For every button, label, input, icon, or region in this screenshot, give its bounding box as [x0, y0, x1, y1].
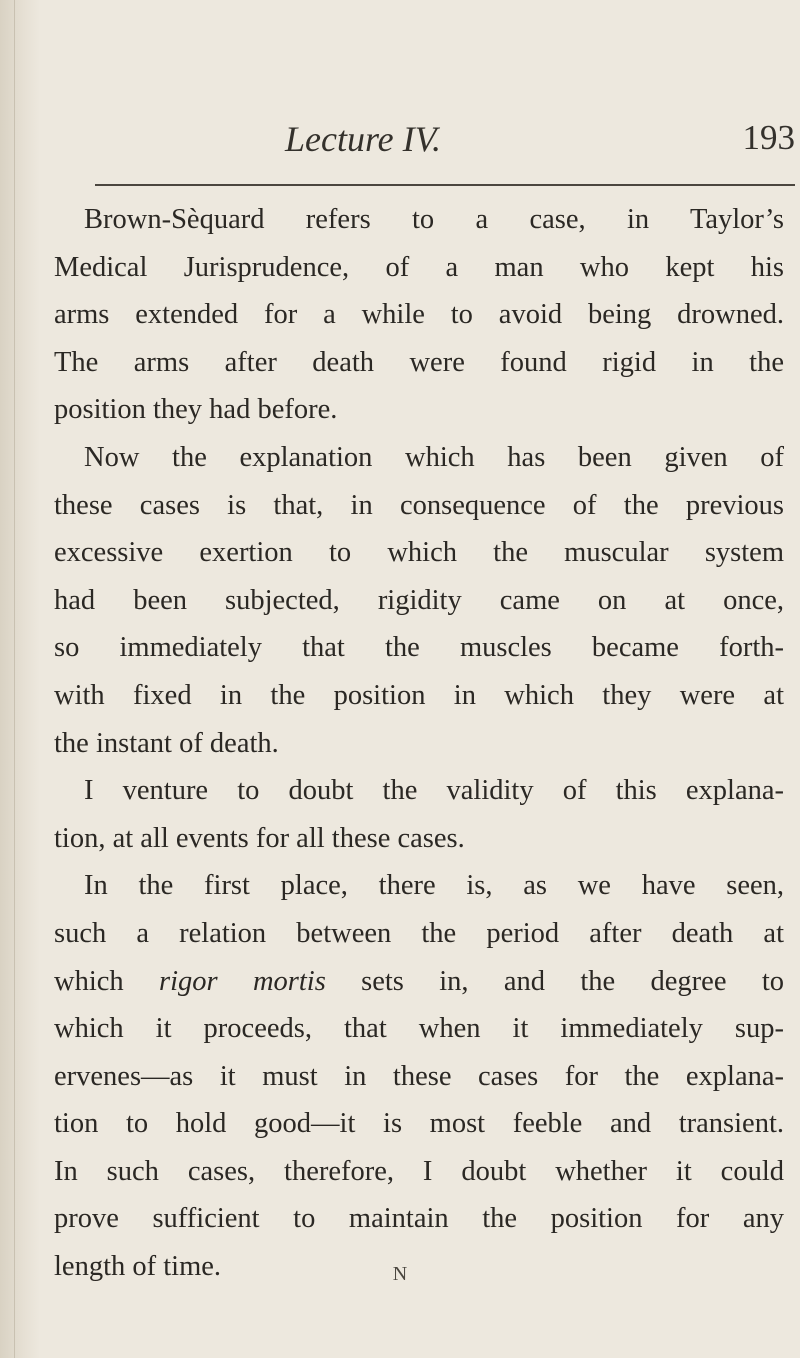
text-line: length of time. [54, 1251, 222, 1283]
text-line: so immediately that the muscles became forth- [54, 632, 784, 664]
text-line: In such cases, therefore, I doubt whether it could [54, 1155, 784, 1187]
text-line: prove sufficient to maintain the position for any [54, 1203, 784, 1235]
text-line: these cases is that, in consequence of the previous [54, 489, 784, 521]
text-line: Medical Jurisprudence, of a man who kept his [54, 251, 784, 283]
text-line: Now the explanation which has been given of [84, 441, 784, 473]
text-line: ervenes—as it must in these cases for the explana- [54, 1060, 784, 1092]
text-line: arms extended for a while to avoid being drowned. [54, 299, 784, 331]
gutter-fold-line [14, 0, 15, 1358]
text-line: the instant of death. [54, 727, 279, 759]
text-line: tion, at all events for all these cases. [54, 822, 465, 854]
running-title: Lecture IV. [285, 119, 441, 159]
text-line: In the first place, there is, as we have seen, [84, 870, 784, 902]
text-line: with fixed in the position in which they were at [54, 679, 784, 711]
text-line: which it proceeds, that when it immediately sup- [54, 1013, 784, 1045]
text-line: Brown-Sèquard refers to a case, in Taylor’s [84, 204, 784, 235]
italic-term: rigor mortis [159, 965, 326, 997]
text-line: The arms after death were found rigid in the [54, 346, 784, 378]
text-line: which rigor mortis sets in, and the degree to [54, 965, 784, 997]
text-line: position they had before. [54, 394, 338, 426]
text-line: such a relation between the period after death at [54, 917, 784, 949]
body-text [54, 196, 784, 1291]
running-head [60, 118, 795, 168]
text-line: tion to hold good—it is most feeble and transient. [54, 1108, 784, 1140]
signature-mark: N [392, 1263, 408, 1285]
text-line: had been subjected, rigidity came on at once, [54, 584, 784, 616]
text-line: I venture to doubt the validity of this explana- [84, 775, 784, 807]
page-gutter [0, 0, 40, 1358]
header-rule [95, 184, 795, 186]
text-line: excessive exertion to which the muscular system [54, 537, 784, 569]
page-number: 193 [742, 118, 795, 157]
